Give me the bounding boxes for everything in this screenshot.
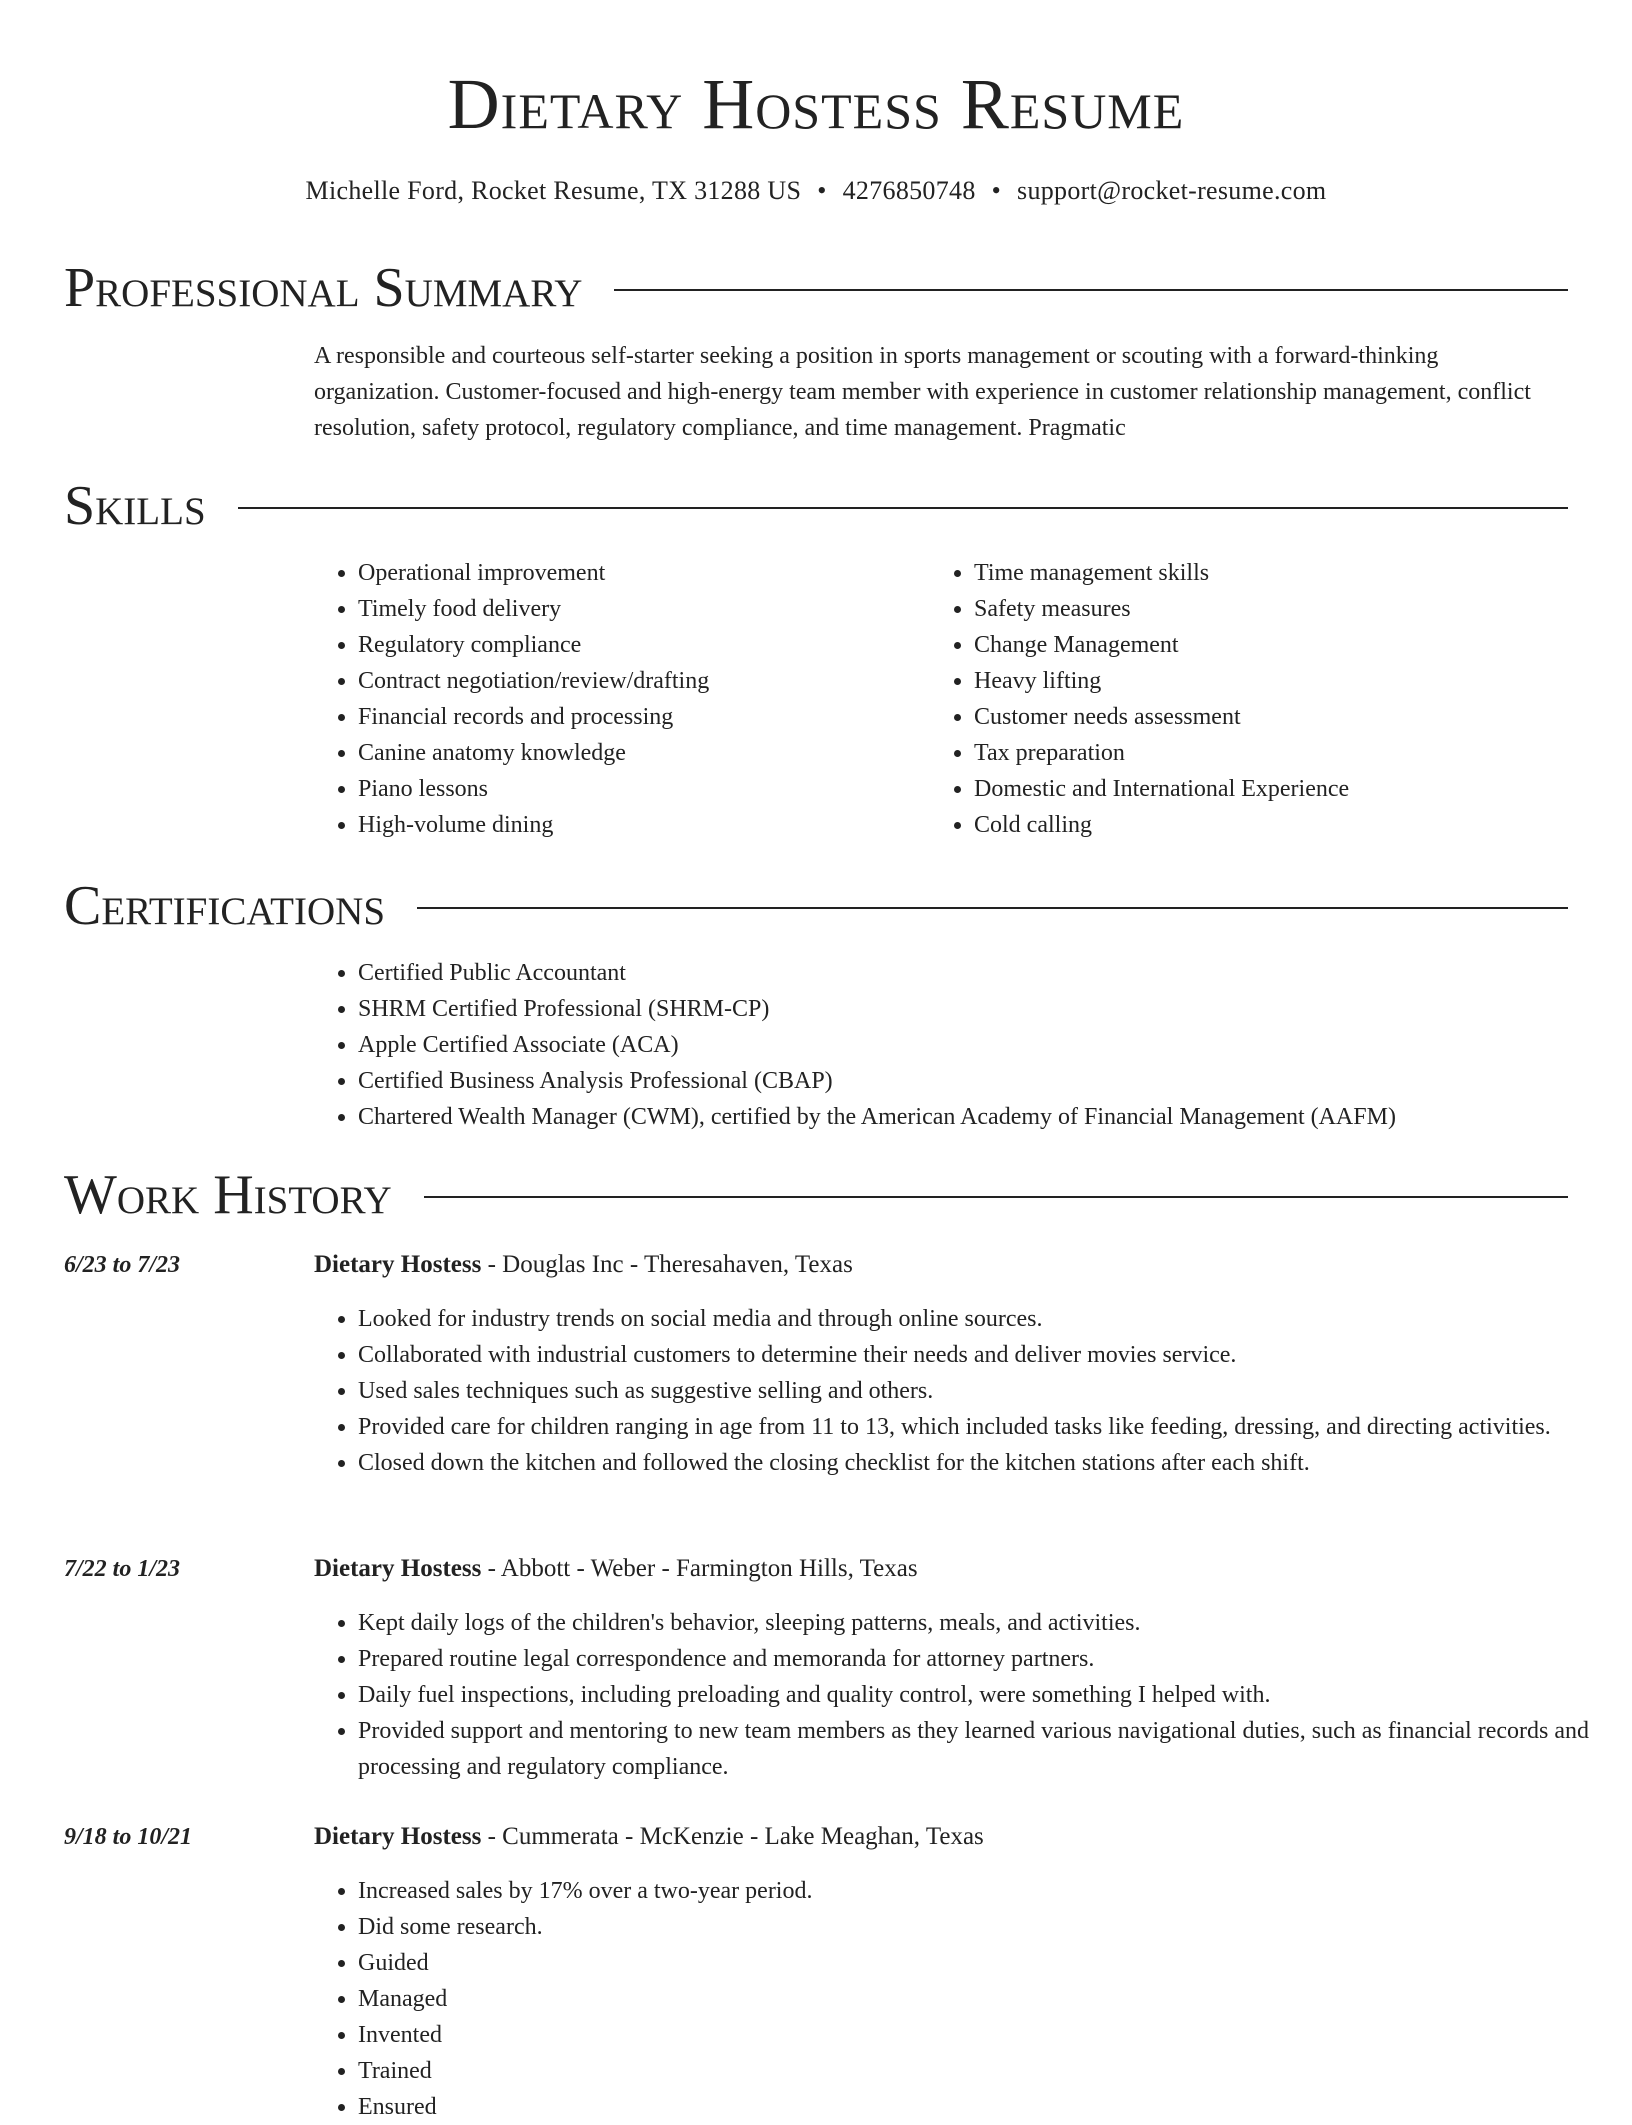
job-bullet: • Kept daily logs of the children's behavior, sleeping patterns, meals, and activities.	[358, 1605, 1612, 1641]
summary-text: A responsible and courteous self-starter seeking a position in sports management or scouting with a forward-thinking organization. Customer-focused and high-energy team member with experience in customer relationship management, conflict resolution, safety protocol, regulatory compliance, and time management. Pragmatic	[314, 343, 1531, 441]
section-divider	[417, 907, 1568, 909]
job-bullet: • Invented	[358, 2017, 1612, 2053]
job-bullet: • Collaborated with industrial customers to determine their needs and deliver movies service.	[358, 1337, 1612, 1373]
job-bullet: • Trained	[358, 2053, 1612, 2089]
skills-list-left	[314, 555, 918, 843]
section-heading: Professional Summary	[64, 257, 583, 319]
certification-item: • Chartered Wealth Manager (CWM), certified by the American Academy of Financial Management (AAFM)	[358, 1099, 1612, 1135]
job-bullet: • Provided support and mentoring to new team members as they learned various navigational duties, such as financial records and processing and regulatory compliance.	[358, 1713, 1612, 1785]
job-bullet: • Daily fuel inspections, including preloading and quality control, were something I helped with.	[358, 1677, 1612, 1713]
section-divider	[238, 507, 1568, 509]
job-dates: 7/22 to 1/23	[64, 1556, 181, 1582]
job-role: Dietary Hostess	[314, 1823, 482, 1850]
certification-item: • SHRM Certified Professional (SHRM-CP)	[358, 991, 1612, 1027]
section-heading: Skills	[64, 475, 206, 537]
certification-item: • Certified Business Analysis Professional (CBAP)	[358, 1063, 1612, 1099]
job-bullets	[314, 1301, 1612, 1481]
skill-item: • Tax preparation	[974, 735, 1574, 771]
skill-item: • Change Management	[974, 627, 1574, 663]
job-bullet: • Managed	[358, 1981, 1612, 2017]
contact-address: Michelle Ford, Rocket Resume, TX 31288 US	[305, 176, 802, 205]
section-divider	[614, 289, 1568, 291]
job-title-line	[314, 1819, 984, 1855]
certifications-list	[314, 955, 1612, 1135]
job-bullet: • Used sales techniques such as suggestive selling and others.	[358, 1373, 1612, 1409]
job-bullet: • Increased sales by 17% over a two-year period.	[358, 1873, 1612, 1909]
job-title-line	[314, 1247, 853, 1283]
contact-separator: •	[817, 176, 827, 205]
skill-item: • Canine anatomy knowledge	[358, 735, 918, 771]
contact-separator: •	[991, 176, 1002, 205]
certification-item: • Certified Public Accountant	[358, 955, 1612, 991]
job-details: - Abbott - Weber - Farmington Hills, Texas	[481, 1555, 918, 1582]
skill-item: • Timely food delivery	[358, 591, 918, 627]
contact-email: support@rocket-resume.com	[1017, 176, 1327, 205]
skill-item: • Heavy lifting	[974, 663, 1574, 699]
skills-list-right	[930, 555, 1574, 843]
skill-item: • Domestic and International Experience	[974, 771, 1574, 807]
job-bullet: • Guided	[358, 1945, 1612, 1981]
section-heading: Work History	[64, 1164, 392, 1226]
skill-item: • Financial records and processing	[358, 699, 918, 735]
skill-item: • High-volume dining	[358, 807, 918, 843]
contact-phone: 4276850748	[842, 176, 976, 205]
job-details: - Cummerata - McKenzie - Lake Meaghan, Texas	[481, 1823, 984, 1850]
section-work-history	[64, 1163, 1568, 1227]
job-details: - Douglas Inc - Theresahaven, Texas	[481, 1251, 853, 1278]
skill-item: • Regulatory compliance	[358, 627, 918, 663]
section-certifications	[64, 874, 1568, 938]
resume-title: Dietary Hostess Resume	[447, 64, 1185, 144]
job-bullet: • Closed down the kitchen and followed the closing checklist for the kitchen stations after each shift.	[358, 1445, 1612, 1481]
job-bullet: • Provided care for children ranging in age from 11 to 13, which included tasks like feeding, dressing, and directing activities.	[358, 1409, 1612, 1445]
skill-item: • Safety measures	[974, 591, 1574, 627]
section-skills	[64, 474, 1568, 538]
contact-line	[0, 174, 1632, 208]
skill-item: • Piano lessons	[358, 771, 918, 807]
job-title-line	[314, 1551, 918, 1587]
section-divider	[424, 1196, 1568, 1198]
job-dates: 9/18 to 10/21	[64, 1824, 193, 1850]
section-professional-summary	[64, 256, 1568, 320]
job-bullets	[314, 1873, 1612, 2125]
skill-item: • Operational improvement	[358, 555, 918, 591]
job-bullet: • Prepared routine legal correspondence and memoranda for attorney partners.	[358, 1641, 1612, 1677]
job-bullets	[314, 1605, 1612, 1785]
skill-item: • Cold calling	[974, 807, 1574, 843]
job-dates: 6/23 to 7/23	[64, 1252, 181, 1278]
job-bullet: • Did some research.	[358, 1909, 1612, 1945]
certification-item: • Apple Certified Associate (ACA)	[358, 1027, 1612, 1063]
job-role: Dietary Hostess	[314, 1555, 482, 1582]
job-role: Dietary Hostess	[314, 1251, 482, 1278]
section-heading: Certifications	[64, 875, 386, 937]
job-bullet: • Ensured	[358, 2089, 1612, 2125]
skill-item: • Time management skills	[974, 555, 1574, 591]
skill-item: • Contract negotiation/review/drafting	[358, 663, 918, 699]
skill-item: • Customer needs assessment	[974, 699, 1574, 735]
job-bullet: • Looked for industry trends on social media and through online sources.	[358, 1301, 1612, 1337]
